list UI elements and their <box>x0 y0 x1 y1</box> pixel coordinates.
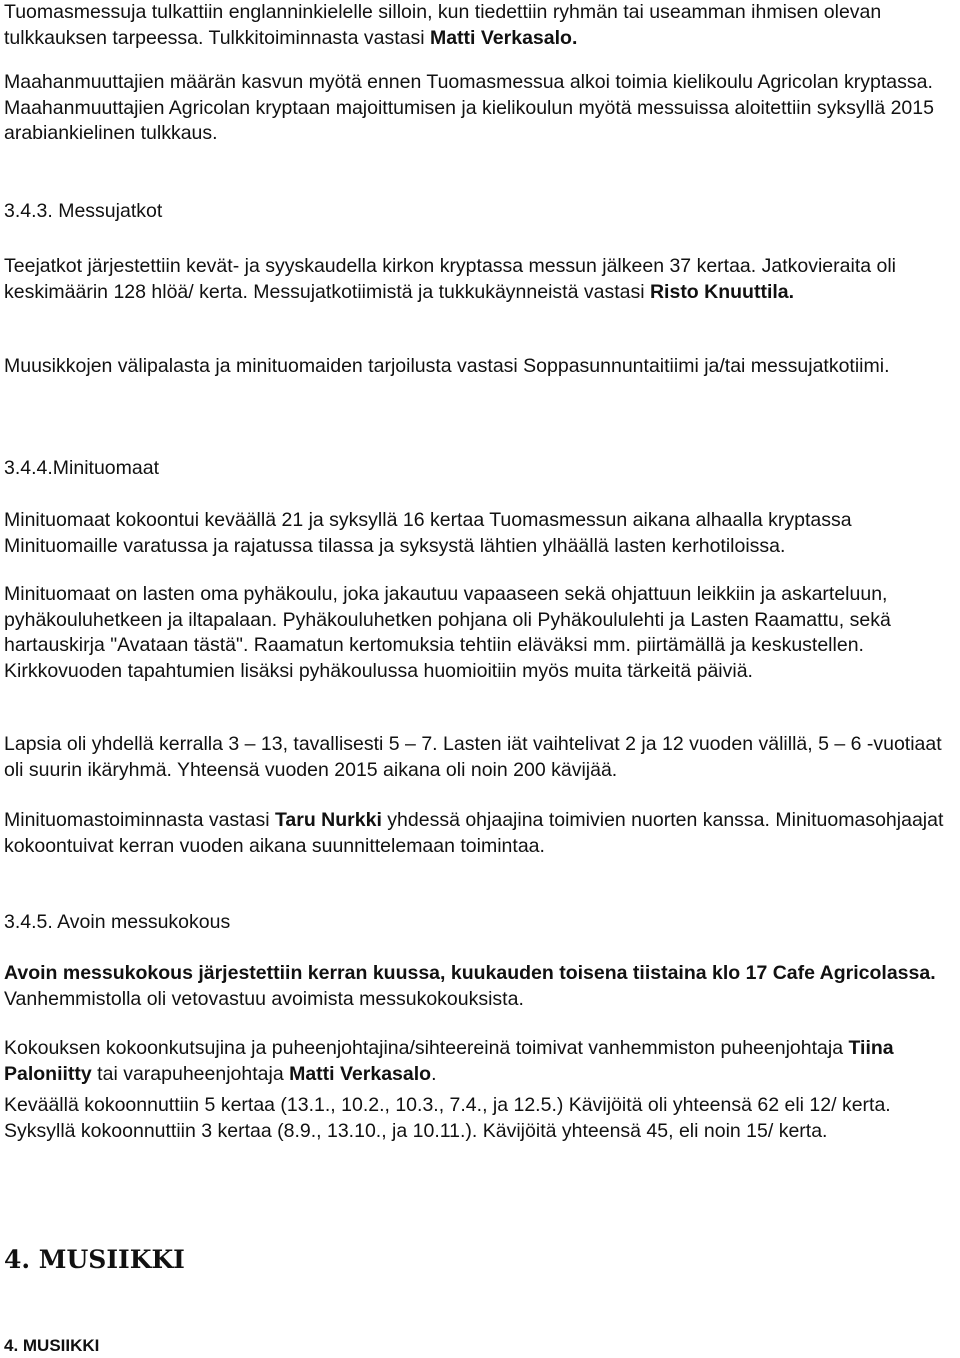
text-run: Teejatkot järjestettiin kevät- ja syyskaudella kirkon kryptassa messun jälkeen 37 kertaa. <box>4 255 757 277</box>
bold-text-run: Avoin messukokous järjestettiin kerran kuussa, kuukauden toisena tiistaina klo 17 Cafe Agricolassa. <box>4 962 936 984</box>
text-run: tai varapuheenjohtaja <box>91 1062 290 1085</box>
text-run: Raamatun kertomuksia tehtiin eläväksi mm. piirtämällä ja keskustellen. <box>248 634 864 657</box>
person-name: Risto Knuuttila. <box>649 280 795 303</box>
person-name: Matti Verkasalo. <box>429 26 578 49</box>
section-heading-3-4-4: 3.4.4.Minituomaat <box>4 457 160 479</box>
text-run: Minituomaat on lasten oma pyhäkoulu, joka jakautuu vapaaseen sekä ohjattuun leikkiin ja askarteluun, pyhäkouluhetkeen ja iltapalaan. <box>4 583 888 631</box>
meeting-chairs-paragraph <box>4 1036 956 1087</box>
text-run: Tuomasmessuja tulkattiin englanninkielelle silloin, kun tiedettiin ryhmän tai useamman ihmisen olevan tulkkauksen tarpeessa. Tulkkitoiminnasta vastasi <box>4 1 882 49</box>
text-run: Kokouksen kokoonkutsujina ja puheenjohtajina/sihteereinä toimivat vanhemmiston puheenjohtaja <box>4 1037 849 1059</box>
text-run: Keväällä kokoonnuttiin 5 kertaa (13.1., 10.2., 10.3., 7.4., ja 12.5.) <box>4 1094 564 1116</box>
language-school-paragraph <box>4 70 956 147</box>
person-name: Taru Nurkki <box>274 809 382 831</box>
minituomaat-meetings-paragraph: Minituomaat kokoontui keväällä 21 ja syksyllä 16 kertaa Tuomasmessun aikana alhaalla kryptassa Minituomaille varatussa ja rajatussa tilassa ja syksystä lähtien ylhäällä lasten kerhotiloissa. <box>4 509 852 557</box>
text-run: Jatkovieraita oli keskimäärin 128 hlöä/ kerta. <box>4 255 897 303</box>
text-run: Messujatkotiimistä ja tukkukäynneistä vastasi <box>247 280 650 303</box>
text-run: . <box>431 1062 437 1085</box>
text-run: Maahanmuuttajien Agricolan kryptaan majoittumisen ja kielikoulun myötä messuissa aloitettiin syksyllä 2015 arabiankielinen tulkkaus. <box>4 96 934 145</box>
text-run: Pyhäkouluhetken pohjana oli Pyhäkoululehti ja Lasten Raamattu, sekä hartauskirja "Avataan tästä". <box>4 608 891 657</box>
text-run: Minituomastoiminnasta vastasi <box>4 809 275 831</box>
children-count-paragraph <box>4 732 956 783</box>
sunday-school-paragraph <box>4 582 956 684</box>
text-run: Vanhemmistolla oli vetovastuu avoimista messukokouksista. <box>4 987 524 1010</box>
section-heading-4-small: 4. MUSIIKKI <box>4 1336 100 1355</box>
text-run: Kävijöitä oli yhteensä 62 eli 12/ kerta. <box>563 1094 891 1116</box>
section-heading-4-large: 4. MUSIIKKI <box>4 1245 185 1274</box>
text-run: Syksyllä kokoonnuttiin 3 kertaa (8.9., 13.10., ja 10.11.). <box>4 1119 478 1142</box>
text-run: Minituomasohjaajat kokoontuivat kerran vuoden aikana suunnittelemaan toimintaa. <box>4 809 944 857</box>
text-run: Yhteensä vuoden 2015 aikana oli noin 200 kävijää. <box>171 758 618 781</box>
text-run: Lapsia oli yhdellä kerralla 3 – 13, tavallisesti 5 – 7. <box>4 733 438 755</box>
text-run: Kirkkovuoden tapahtumien lisäksi pyhäkoulussa huomioitiin myös muita tärkeitä päiviä. <box>4 659 753 682</box>
meeting-attendance-paragraph <box>4 1093 956 1144</box>
minituomaat-leader-paragraph <box>4 808 956 859</box>
text-run: Lasten iät vaihtelivat 2 ja 12 vuoden välillä, 5 – 6 -vuotiaat oli suurin ikäryhmä. <box>4 733 942 781</box>
text-run: yhdessä ohjaajina toimivien nuorten kanssa. <box>381 809 770 831</box>
section-heading-3-4-3: 3.4.3. Messujatkot <box>4 200 163 222</box>
open-meeting-paragraph <box>4 961 956 1012</box>
messujatkot-paragraph <box>4 254 956 305</box>
text-run: Maahanmuuttajien määrän kasvun myötä ennen Tuomasmessua alkoi toimia kielikoulu Agricolan kryptassa. <box>4 71 933 93</box>
person-name: Tiina Paloniitty <box>4 1037 894 1085</box>
person-name: Matti Verkasalo <box>289 1062 432 1085</box>
text-run: Kävijöitä yhteensä 45, eli noin 15/ kerta. <box>477 1119 828 1142</box>
interpretation-paragraph <box>4 0 956 51</box>
snack-paragraph: Muusikkojen välipalasta ja minituomaiden tarjoilusta vastasi Soppasunnuntaitiimi ja/tai messujatkotiimi. <box>4 355 890 377</box>
section-heading-3-4-5: 3.4.5. Avoin messukokous <box>4 911 231 933</box>
